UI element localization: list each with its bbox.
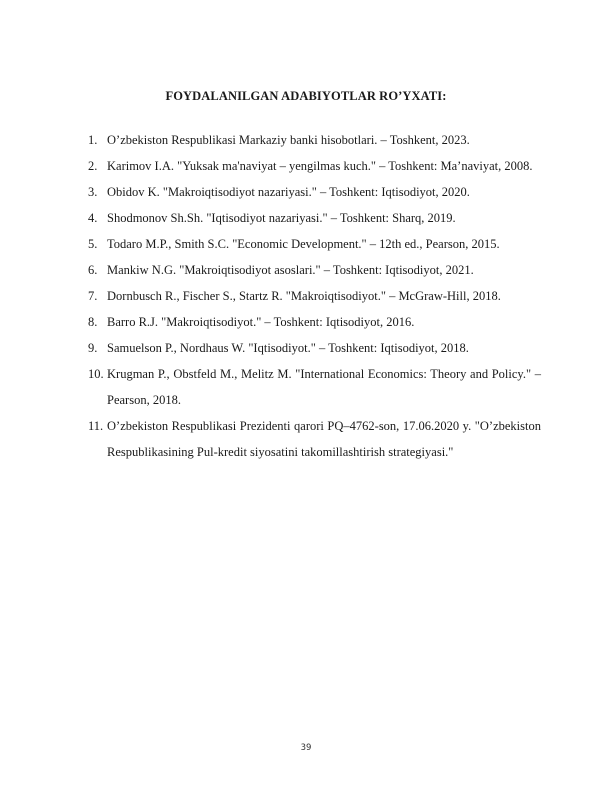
reference-text: Krugman P., Obstfeld M., Melitz M. "International Economics: Theory and Policy." – Pearson, 2018. <box>107 367 541 407</box>
reference-item <box>88 205 541 231</box>
reference-item <box>88 231 541 257</box>
reference-number: 3. <box>88 185 98 199</box>
reference-number: 1. <box>88 133 98 147</box>
reference-text: Mankiw N.G. "Makroiqtisodiyot asoslari." – Toshkent: Iqtisodiyot, 2021. <box>107 263 474 277</box>
reference-text: O’zbekiston Respublikasi Prezidenti qarori PQ–4762-son, 17.06.2020 y. "O’zbekiston Respublikasining Pul-kredit siyosatini takomillashtirish strategiyasi." <box>107 419 541 459</box>
reference-text: Dornbusch R., Fischer S., Startz R. "Makroiqtisodiyot." – McGraw-Hill, 2018. <box>107 289 501 303</box>
reference-text: Karimov I.A. "Yuksak ma'naviyat – yengilmas kuch." – Toshkent: Ma’naviyat, 2008. <box>107 159 533 173</box>
page-number: 39 <box>300 743 312 753</box>
reference-item <box>88 257 541 283</box>
reference-item <box>88 413 541 465</box>
reference-number: 4. <box>88 211 98 225</box>
reference-text: Samuelson P., Nordhaus W. "Iqtisodiyot." – Toshkent: Iqtisodiyot, 2018. <box>107 341 469 355</box>
reference-number: 2. <box>88 159 98 173</box>
reference-item <box>88 283 541 309</box>
reference-text: Todaro M.P., Smith S.C. "Economic Development." – 12th ed., Pearson, 2015. <box>107 237 500 251</box>
reference-text: Shodmonov Sh.Sh. "Iqtisodiyot nazariyasi." – Toshkent: Sharq, 2019. <box>107 211 456 225</box>
reference-text: Obidov K. "Makroiqtisodiyot nazariyasi." – Toshkent: Iqtisodiyot, 2020. <box>107 185 470 199</box>
reference-text: Barro R.J. "Makroiqtisodiyot." – Toshkent: Iqtisodiyot, 2016. <box>107 315 415 329</box>
reference-number: 10. <box>88 367 104 381</box>
reference-number: 11. <box>88 419 104 433</box>
reference-item <box>88 309 541 335</box>
reference-text: O’zbekiston Respublikasi Markaziy banki hisobotlari. – Toshkent, 2023. <box>107 133 470 147</box>
page-title: FOYDALANILGAN ADABIYOTLAR RO’YXATI: <box>165 89 447 103</box>
reference-item <box>88 127 541 153</box>
reference-item <box>88 361 541 413</box>
reference-number: 5. <box>88 237 98 251</box>
reference-number: 7. <box>88 289 98 303</box>
reference-list <box>88 127 541 465</box>
reference-item <box>88 179 541 205</box>
reference-item <box>88 335 541 361</box>
reference-number: 9. <box>88 341 98 355</box>
reference-number: 8. <box>88 315 98 329</box>
reference-item <box>88 153 541 179</box>
reference-number: 6. <box>88 263 98 277</box>
